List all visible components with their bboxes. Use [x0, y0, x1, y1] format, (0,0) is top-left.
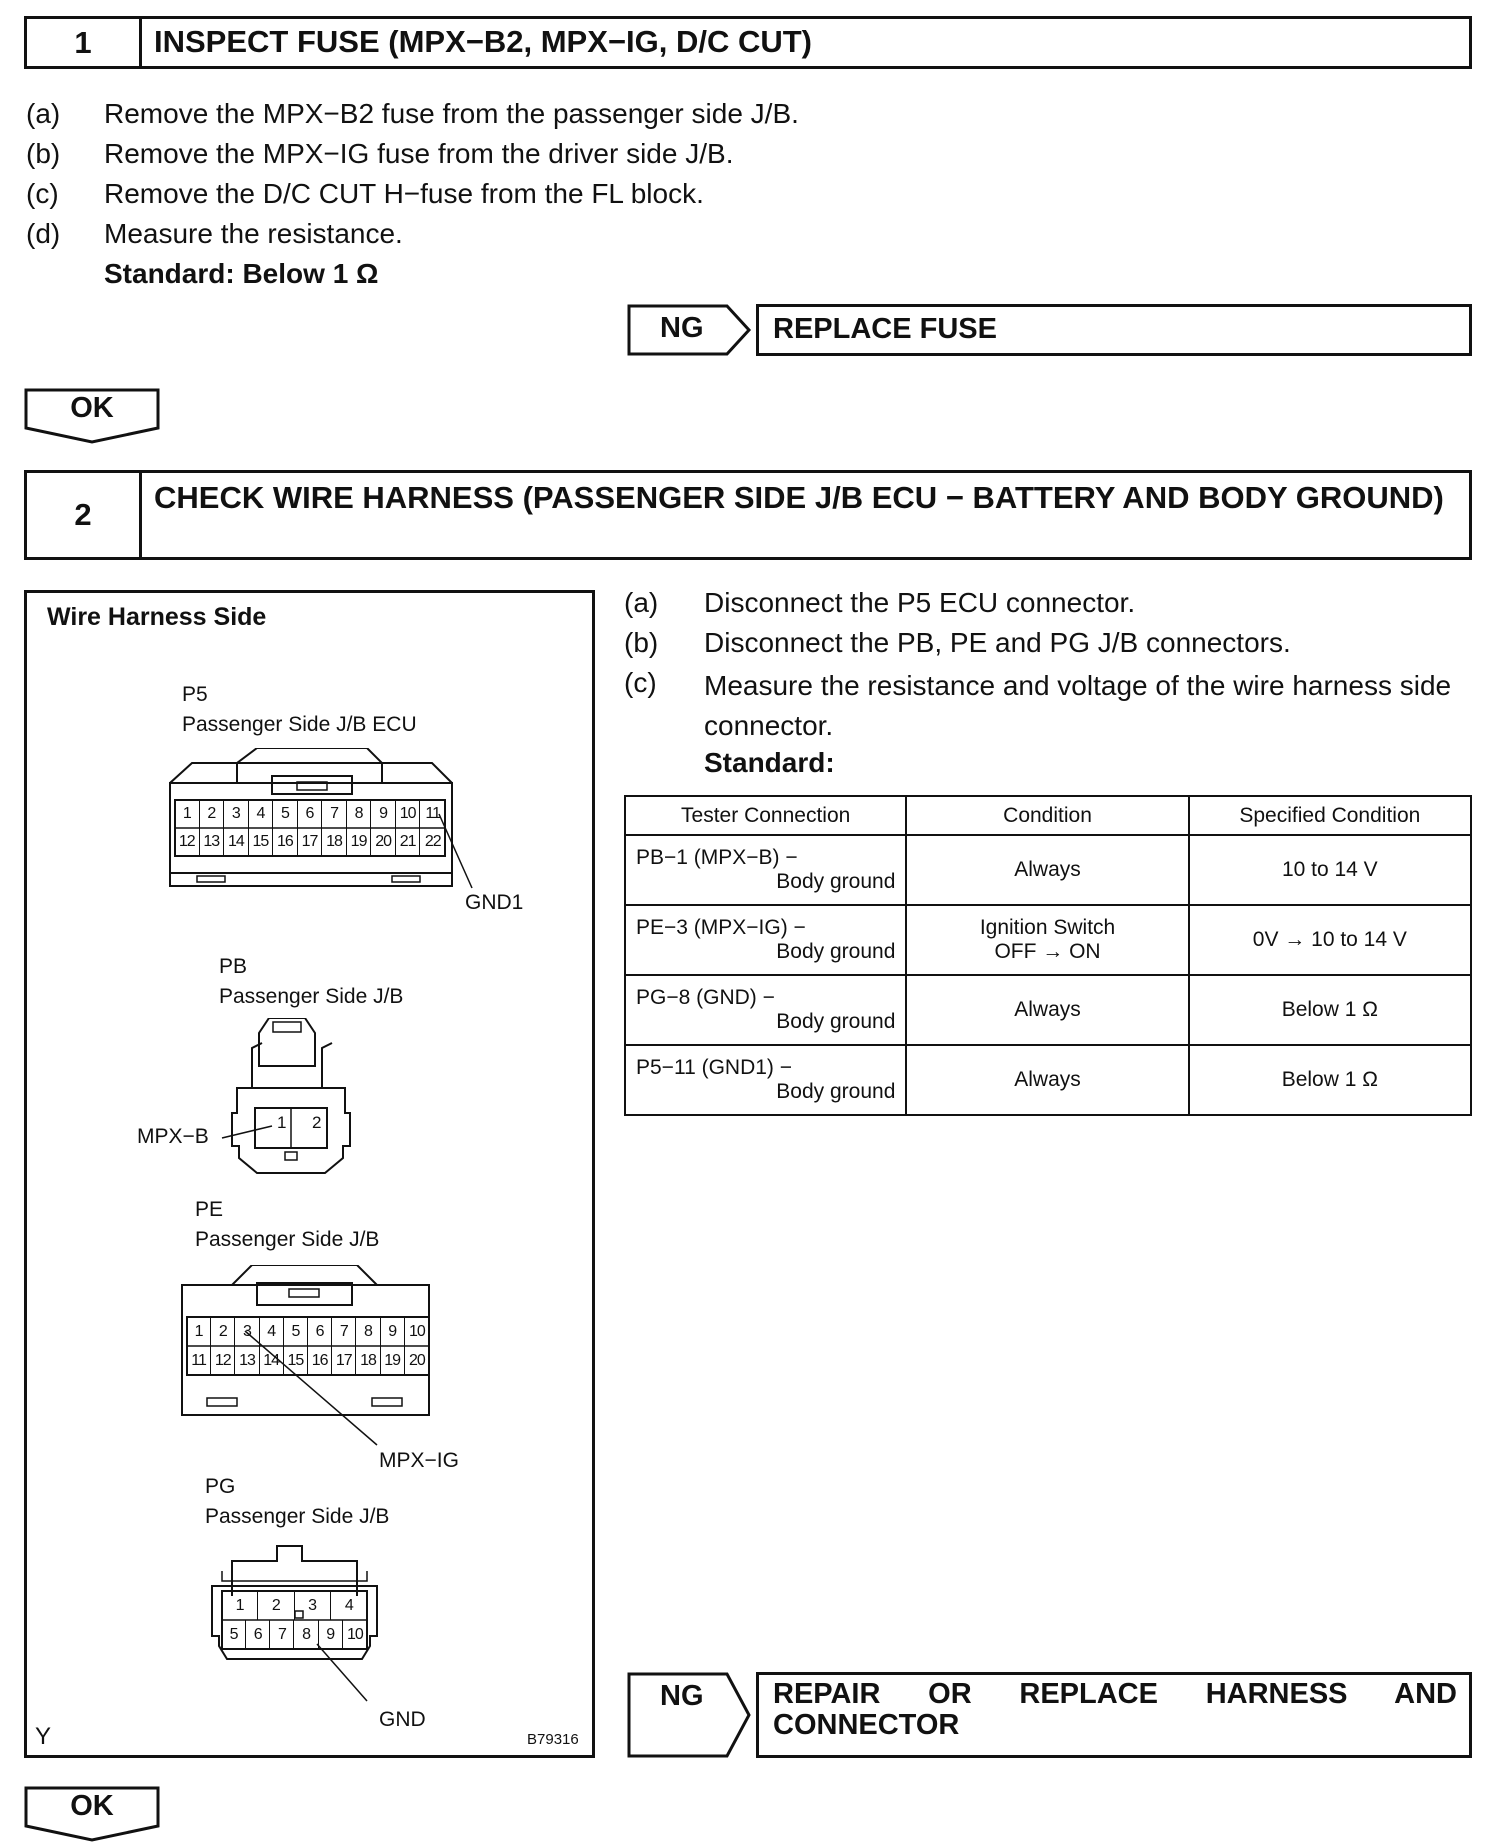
pin-label: 11 — [187, 1346, 211, 1375]
callout-mpx-ig: MPX−IG — [379, 1449, 459, 1472]
pin-label: 19 — [347, 828, 372, 856]
pin-label: 13 — [200, 828, 225, 856]
step-number: 1 — [27, 19, 142, 66]
step-number: 2 — [27, 473, 142, 557]
pin-label: 3 — [224, 800, 249, 828]
specified-condition: 10 to 14 V — [1281, 858, 1378, 881]
pin-label: 2 — [200, 800, 225, 828]
step-1-header — [24, 16, 1472, 69]
table-row — [625, 905, 1471, 975]
condition: Always — [1014, 1068, 1081, 1091]
pin-label: 1 — [277, 1113, 287, 1132]
tester-connection-ground: Body ground — [776, 1080, 896, 1103]
connector-code: PG — [205, 1475, 236, 1498]
ng-label: NG — [660, 312, 704, 344]
ok-label: OK — [70, 392, 114, 424]
instruction-text: Disconnect the PB, PE and PG J/B connectors. — [704, 627, 1291, 658]
instruction-text: Measure the resistance and voltage of the wire harness side connector. — [704, 670, 1452, 741]
item-marker: (d) — [26, 218, 61, 249]
item-marker: (a) — [624, 587, 659, 618]
pin-label: 9 — [319, 1620, 343, 1649]
ng-action-box — [756, 1672, 1472, 1758]
table-row — [625, 1045, 1471, 1115]
ng-label: NG — [660, 1680, 704, 1712]
pin-label: 16 — [273, 828, 298, 856]
pin-label: 18 — [356, 1346, 380, 1375]
ng-action-text: REPLACE FUSE — [773, 313, 997, 345]
pin-label: 9 — [381, 1317, 405, 1346]
table-header: Tester Connection — [625, 796, 906, 835]
table-header-row — [625, 796, 1471, 835]
pin-label: 9 — [371, 800, 396, 828]
pe-pin-grid — [187, 1317, 429, 1375]
ng-action-box — [756, 304, 1472, 356]
pin-label: 6 — [308, 1317, 332, 1346]
pin-label: 12 — [175, 828, 200, 856]
pin-label: 5 — [284, 1317, 308, 1346]
condition: Always — [1014, 998, 1081, 1021]
pin-label: 8 — [347, 800, 372, 828]
instruction-text: Disconnect the P5 ECU connector. — [704, 587, 1136, 618]
pin-label: 20 — [408, 1352, 425, 1369]
standard-text: Standard: — [704, 747, 835, 778]
item-marker: (a) — [26, 98, 61, 129]
pin-label: 7 — [332, 1317, 356, 1346]
pin-label: 7 — [322, 800, 347, 828]
connector-code: PE — [195, 1198, 224, 1221]
pin-label: 17 — [332, 1346, 356, 1375]
item-marker: (b) — [26, 138, 61, 169]
item-marker: (c) — [26, 178, 59, 209]
callout-gnd1: GND1 — [465, 891, 524, 914]
figure-id: B79316 — [527, 1731, 579, 1748]
pb-connector-diagram — [147, 1018, 407, 1178]
step-2-header — [24, 470, 1472, 560]
tester-connection-ground: Body ground — [776, 1010, 896, 1033]
instruction-text: Measure the resistance. — [104, 218, 403, 249]
p5-pin-grid — [175, 800, 445, 856]
tester-connection: PB−1 (MPX−B) − — [636, 846, 798, 869]
pin-label: 21 — [396, 828, 421, 856]
pin-label: 14 — [224, 828, 249, 856]
ng-action-text: REPAIR OR REPLACE HARNESS AND CONNECTOR — [773, 1678, 1457, 1741]
pin-label: 3 — [235, 1317, 259, 1346]
pin-label: 8 — [295, 1620, 319, 1649]
tester-connection: PG−8 (GND) − — [636, 986, 775, 1009]
pin-label: 12 — [211, 1346, 235, 1375]
pin-label: 2 — [258, 1591, 294, 1620]
pin-label: 11 — [425, 805, 441, 822]
pin-label: 2 — [211, 1317, 235, 1346]
specified-condition: Below 1 Ω — [1281, 998, 1378, 1021]
pin-label: 1 — [175, 800, 200, 828]
table-row — [625, 975, 1471, 1045]
condition: Ignition Switch — [979, 916, 1116, 939]
connector-code: PB — [219, 955, 248, 978]
figure-title: Wire Harness Side — [47, 603, 267, 631]
step-title: CHECK WIRE HARNESS (PASSENGER SIDE J/B ECU − BATTERY AND BODY GROUND) — [154, 480, 1444, 515]
tester-connection-ground: Body ground — [776, 940, 896, 963]
pin-label: 3 — [295, 1591, 331, 1620]
table-header: Condition — [906, 796, 1188, 835]
pin-label: 6 — [246, 1620, 270, 1649]
spec-table — [624, 795, 1472, 1116]
connector-name: Passenger Side J/B ECU — [182, 713, 417, 736]
pin-label: 5 — [222, 1620, 246, 1649]
pin-label: 7 — [270, 1620, 294, 1649]
tester-connection: PE−3 (MPX−IG) − — [636, 916, 806, 939]
pin-label: 1 — [222, 1591, 258, 1620]
condition-detail: OFF → ON — [994, 940, 1101, 963]
step-title: INSPECT FUSE (MPX−B2, MPX−IG, D/C CUT) — [154, 24, 812, 59]
pin-label: 17 — [298, 828, 323, 856]
callout-gnd: GND — [379, 1708, 426, 1731]
pin-label: 1 — [187, 1317, 211, 1346]
pin-label: 6 — [298, 800, 323, 828]
pin-label: 10 — [396, 800, 421, 828]
connector-name: Passenger Side J/B — [195, 1228, 380, 1251]
connector-name: Passenger Side J/B — [219, 985, 404, 1008]
instruction-text: Remove the MPX−B2 fuse from the passenger side J/B. — [104, 98, 799, 129]
pin-label: 15 — [284, 1346, 308, 1375]
pin-label: 16 — [308, 1346, 332, 1375]
pin-label: 20 — [371, 828, 396, 856]
pin-label: 4 — [260, 1317, 284, 1346]
pin-label: 4 — [249, 800, 274, 828]
condition: Always — [1014, 858, 1081, 881]
specified-condition: 0V → 10 to 14 V — [1252, 928, 1407, 951]
tester-connection-ground: Body ground — [776, 870, 896, 893]
specified-condition: Below 1 Ω — [1281, 1068, 1378, 1091]
table-row — [625, 835, 1471, 905]
pin-label: 22 — [424, 833, 441, 850]
ok-arrow-box — [24, 1786, 160, 1832]
pin-label: 15 — [249, 828, 274, 856]
connector-code: P5 — [182, 683, 208, 706]
pin-label: 18 — [322, 828, 347, 856]
ok-arrow-box — [24, 388, 160, 434]
pin-label: 10 — [408, 1323, 425, 1340]
callout-mpx-b: MPX−B — [137, 1125, 209, 1148]
figure-corner-mark: Y — [35, 1723, 52, 1750]
pin-label: 4 — [344, 1597, 353, 1614]
wire-harness-figure — [24, 590, 595, 1758]
pin-label: 5 — [273, 800, 298, 828]
pin-label: 14 — [260, 1346, 284, 1375]
ok-label: OK — [70, 1790, 114, 1822]
pin-label: 13 — [235, 1346, 259, 1375]
pin-label: 2 — [312, 1113, 322, 1132]
tester-connection: P5−11 (GND1) − — [636, 1056, 793, 1079]
instruction-text: Remove the D/C CUT H−fuse from the FL block. — [104, 178, 704, 209]
connector-name: Passenger Side J/B — [205, 1505, 390, 1528]
item-marker: (c) — [624, 667, 657, 698]
pin-label: 19 — [381, 1346, 405, 1375]
item-marker: (b) — [624, 627, 659, 658]
standard-text: Standard: Below 1 Ω — [104, 258, 379, 289]
pin-label: 8 — [356, 1317, 380, 1346]
pg-pin-grid — [222, 1591, 367, 1649]
instruction-text: Remove the MPX−IG fuse from the driver side J/B. — [104, 138, 734, 169]
table-header: Specified Condition — [1189, 796, 1471, 835]
pin-label: 10 — [347, 1626, 363, 1643]
